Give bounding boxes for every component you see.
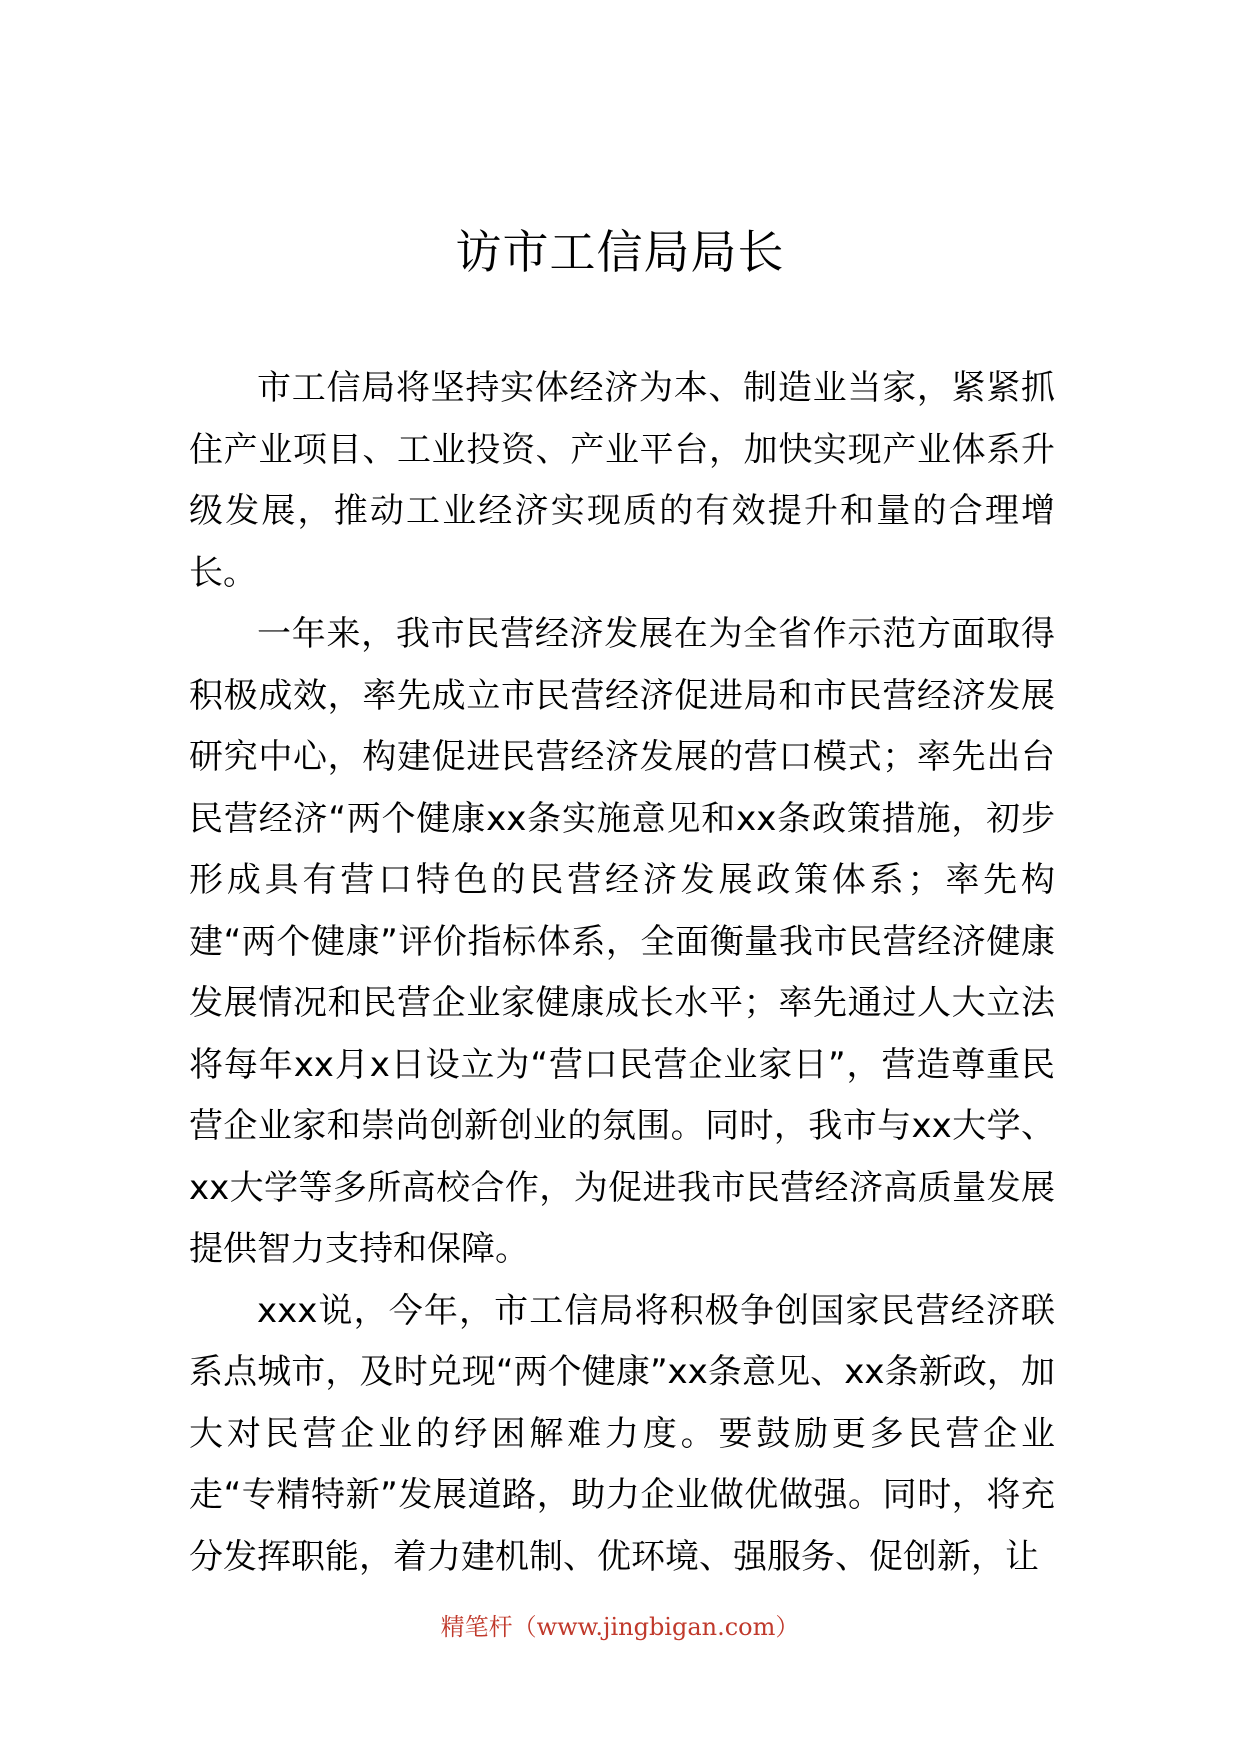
footer-watermark: 精笔杆（www.jingbigan.com） [440, 1613, 800, 1641]
paragraph-2: 一年来，我市民营经济发展在为全省作示范方面取得积极成效，率先成立市民营经济促进局和市民营经济发展研究中心，构建促进民营经济发展的营口模式；率先出台民营经济“两个健康xx条实施意见和xx条政策措施，初步形成具有营口特色的民营经济发展政策体系；率先构建“两个健康”评价指标体系，全面衡量我市民营经济健康发展情况和民营企业家健康成长水平；率先通过人大立法将每年xx月x日设立为“营口民营企业家日”，营造尊重民营企业家和崇尚创新创业的氛围。同时，我市与xx大学、xx大学等多所高校合作，为促进我市民营经济高质量发展提供智力支持和保障。 [189, 614, 1055, 1269]
paragraph-1: 市工信局将坚持实体经济为本、制造业当家，紧紧抓住产业项目、工业投资、产业平台，加快实现产业体系升级发展，推动工业经济实现质的有效提升和量的合理增长。 [189, 368, 1055, 593]
document-body [189, 358, 1055, 1588]
page-title: 访市工信局局长 [455, 225, 785, 279]
paragraph-3: xxx说，今年，市工信局将积极争创国家民营经济联系点城市，及时兑现“两个健康”xx条意见、xx条新政，加大对民营企业的纾困解难力度。要鼓励更多民营企业走“专精特新”发展道路，助力企业做优做强。同时，将充分发挥职能，着力建机制、优环境、强服务、促创新，让 [189, 1290, 1055, 1577]
